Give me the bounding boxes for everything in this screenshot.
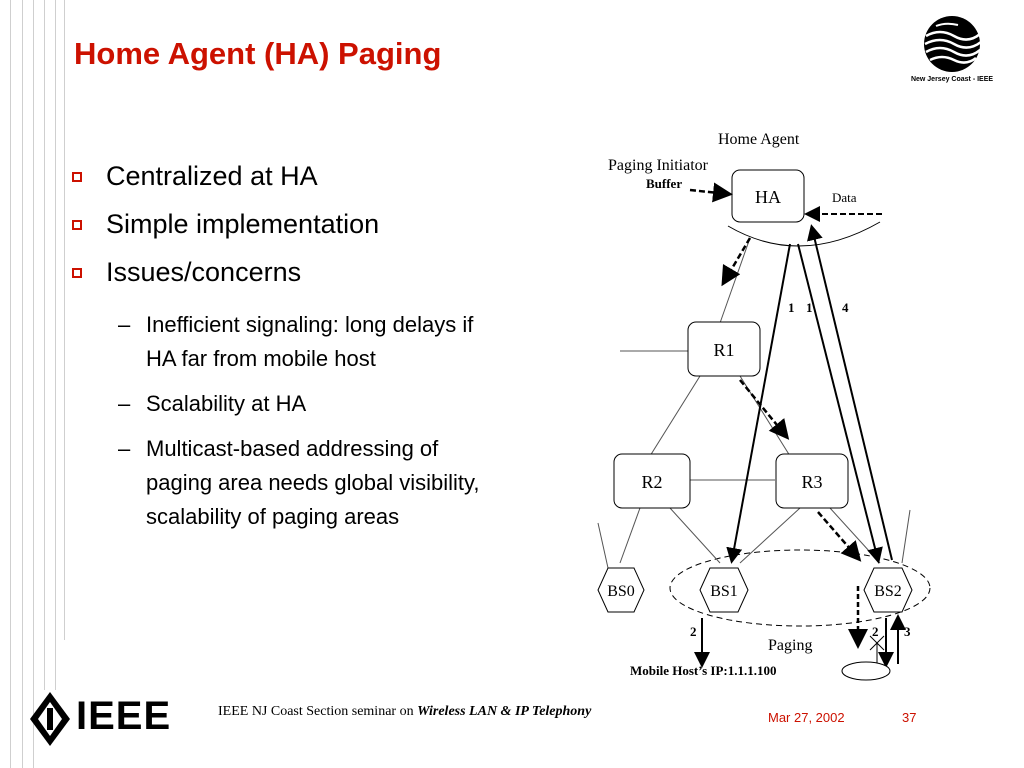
bullet-item — [72, 256, 512, 288]
footer-seminar-prefix: IEEE NJ Coast Section seminar on — [218, 704, 418, 719]
arrow-number-2b: 2 — [872, 624, 879, 639]
mobile-host-label: Mobile Host’s IP:1.1.1.100 — [630, 663, 777, 678]
ieee-diamond-icon — [28, 690, 72, 748]
nj-coast-label: New Jersey Coast - IEEE — [910, 76, 994, 83]
bullet-item — [72, 160, 512, 192]
ieee-logo — [28, 690, 172, 748]
ha-bs1-arrow — [732, 244, 790, 560]
bullet-square-icon — [72, 172, 82, 182]
r1-node-label: R1 — [713, 340, 735, 360]
bullet-list — [72, 160, 512, 544]
arrow-number-2a: 2 — [690, 624, 697, 639]
link-r1-r2 — [650, 376, 700, 456]
bullet-item — [72, 208, 512, 240]
sub-bullet-item: – Multicast-based addressing of paging area needs global visibility, scalability of paging areas — [118, 436, 480, 529]
slide-title: Home Agent (HA) Paging — [74, 36, 442, 71]
footer-seminar-topic: Wireless LAN & IP Telephony — [417, 704, 592, 719]
paging-initiator-label: Paging Initiator — [608, 157, 708, 174]
footer-seminar-text — [218, 704, 591, 720]
data-label: Data — [832, 190, 857, 205]
link-r3-bs1 — [740, 508, 800, 563]
link-r2-bs0 — [620, 508, 640, 563]
bullet-text: Issues/concerns — [106, 257, 302, 287]
bs2-antenna — [902, 510, 910, 563]
buffer-label: Buffer — [646, 176, 683, 191]
sub-bullet-item: – Scalability at HA — [118, 391, 307, 416]
r2-node-label: R2 — [641, 472, 663, 492]
r3-node-label: R3 — [801, 472, 823, 492]
bullet-text: Centralized at HA — [106, 161, 318, 191]
arrow-number-3: 3 — [904, 624, 911, 639]
mobile-host-icon — [842, 662, 890, 680]
bs0-node-label: BS0 — [607, 583, 635, 600]
border-line-3 — [33, 0, 34, 768]
bullet-square-icon — [72, 220, 82, 230]
ieee-logo-text: IEEE — [76, 694, 172, 738]
border-line-2 — [22, 0, 23, 768]
bs0-antenna — [598, 523, 608, 568]
footer-page-number: 37 — [902, 710, 917, 725]
border-line-1 — [10, 0, 11, 768]
sub-bullet-text: Inefficient signaling: long delays if HA far from mobile host — [146, 312, 474, 371]
border-line-5 — [55, 0, 56, 690]
paging-area-label: Paging — [768, 637, 813, 654]
ha-arc — [728, 222, 880, 246]
nj-coast-logo-icon — [896, 14, 1008, 76]
border-line-4 — [44, 0, 45, 690]
bs2-node-label: BS2 — [874, 583, 902, 600]
bullet-text: Simple implementation — [106, 209, 380, 239]
nj-coast-logo — [896, 14, 1008, 83]
buffer-arrow — [690, 190, 728, 194]
sub-bullet-item: – Inefficient signaling: long delays if HA far from mobile host — [118, 312, 474, 371]
sub-bullet-text: Multicast-based addressing of paging area needs global visibility, scalability of paging areas — [146, 436, 480, 529]
sub-bullet-text: Scalability at HA — [146, 391, 307, 416]
arrow-number-1b: 1 — [806, 300, 813, 315]
ha-node-label: HA — [755, 187, 781, 207]
border-line-6 — [64, 0, 65, 640]
bullet-square-icon — [72, 268, 82, 278]
link-r2-bs1 — [670, 508, 720, 563]
arrow-number-4: 4 — [842, 300, 849, 315]
footer-date: Mar 27, 2002 — [768, 710, 845, 725]
bs2-ha-arrow — [812, 228, 892, 560]
home-agent-label: Home Agent — [718, 131, 800, 148]
bs1-node-label: BS1 — [710, 583, 738, 600]
r3-bs2-dashed-arrow — [818, 512, 858, 558]
ha-paging-diagram — [590, 118, 950, 688]
ha-bs2-arrow — [798, 244, 878, 560]
arrow-number-1a: 1 — [788, 300, 795, 315]
